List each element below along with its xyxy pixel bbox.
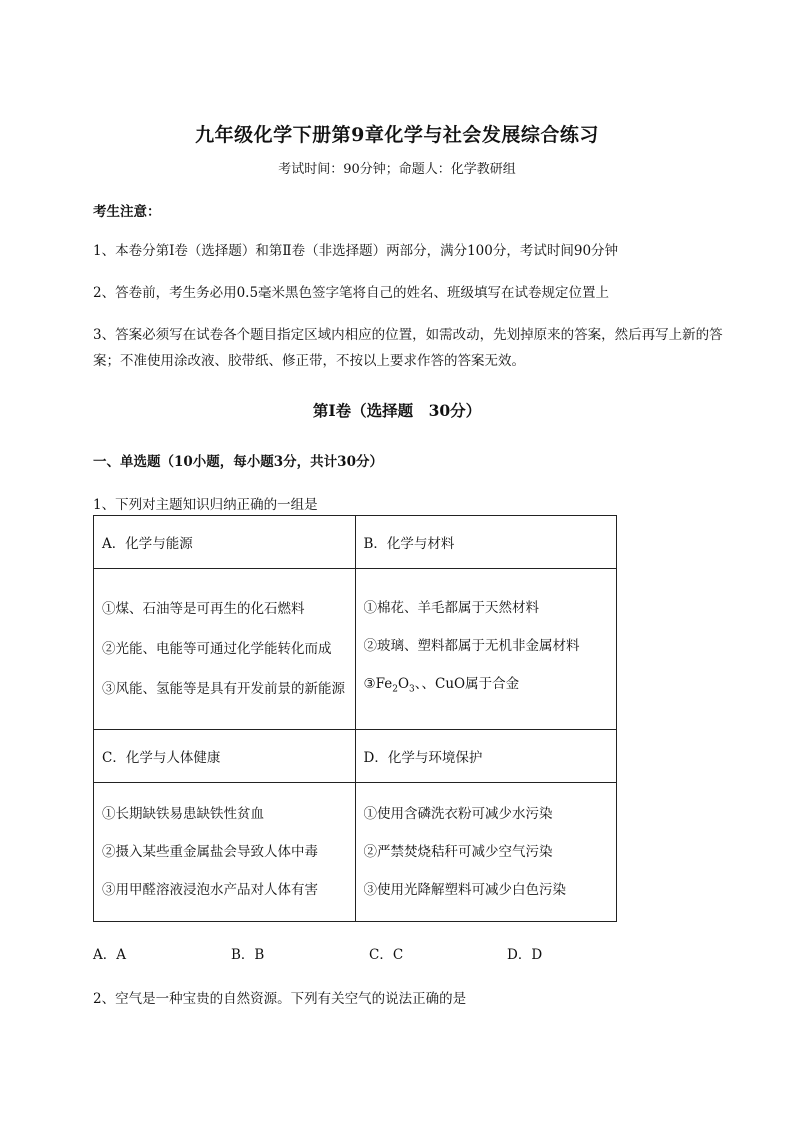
formula-sub-3: 3	[409, 684, 415, 695]
cell-d-head: D．化学与环境保护	[355, 730, 617, 783]
notice-item-3: 3、答案必须写在试卷各个题目指定区域内相应的位置，如需改动，先划掉原来的答案，然后再写上新的答案；不准使用涂改液、胶带纸、修正带，不按以上要求作答的答案无效。	[93, 327, 723, 369]
cell-a-head: A．化学与能源	[94, 516, 356, 569]
formula-rest: 、、CuO属于合金	[414, 676, 520, 693]
question-2-stem: 2、空气是一种宝贵的自然资源。下列有关空气的说法正确的是	[93, 991, 467, 1007]
question-1-table	[93, 515, 617, 922]
question-1-stem: 1、下列对主题知识归纳正确的一组是	[93, 497, 318, 513]
cell-d-body	[355, 783, 617, 922]
exam-subtitle: 考试时间：90分钟；命题人：化学教研组	[278, 162, 516, 177]
option-b[interactable]: B．B	[231, 947, 265, 963]
cell-b-item: ②玻璃、塑料都属于无机非金属材料	[363, 638, 580, 655]
notice-item-2: 2、答卷前，考生务必用0.5毫米黑色签字笔将自己的姓名、班级填写在试卷规定位置上	[93, 285, 610, 301]
formula-fe: ③Fe	[363, 676, 393, 693]
cell-d-item: ③使用光降解塑料可减少白色污染	[363, 882, 566, 898]
section-title: 第I卷（选择题 30分）	[312, 401, 482, 420]
formula-o: O	[397, 676, 410, 693]
cell-b-item: ①棉花、羊毛都属于天然材料	[363, 600, 539, 617]
part-heading: 一、单选题（10小题，每小题3分，共计30分）	[93, 454, 383, 470]
cell-a-body	[94, 569, 356, 730]
cell-a-item: ①煤、石油等是可再生的化石燃料	[102, 601, 305, 617]
formula-sub-2: 2	[392, 684, 398, 695]
cell-b-item-formula	[364, 665, 609, 709]
option-a[interactable]: A．A	[93, 947, 126, 963]
notice-item-1: 1、本卷分第I卷（选择题）和第Ⅱ卷（非选择题）两部分，满分100分，考试时间90分钟	[93, 243, 619, 259]
cell-b-body	[355, 569, 617, 730]
cell-d-item: ②严禁焚烧秸秆可减少空气污染	[363, 844, 553, 860]
cell-c-item: ②摄入某些重金属盐会导致人体中毒	[102, 844, 318, 860]
cell-c-item: ③用甲醛溶液浸泡水产品对人体有害	[102, 882, 318, 898]
notice-heading: 考生注意：	[93, 204, 161, 220]
cell-a-item: ③风能、氢能等是具有开发前景的新能源	[102, 681, 345, 697]
cell-a-item: ②光能、电能等可通过化学能转化而成	[102, 641, 332, 657]
question-1-options	[93, 943, 653, 963]
option-c[interactable]: C．C	[369, 947, 404, 963]
cell-d-item: ①使用含磷洗衣粉可减少水污染	[363, 806, 553, 822]
cell-b-head: B．化学与材料	[355, 516, 617, 569]
page-title: 九年级化学下册第9章化学与社会发展综合练习	[195, 124, 599, 146]
cell-c-head: C．化学与人体健康	[94, 730, 356, 783]
cell-c-body	[94, 783, 356, 922]
cell-c-item: ①长期缺铁易患缺铁性贫血	[102, 806, 264, 822]
option-d[interactable]: D．D	[507, 947, 543, 963]
